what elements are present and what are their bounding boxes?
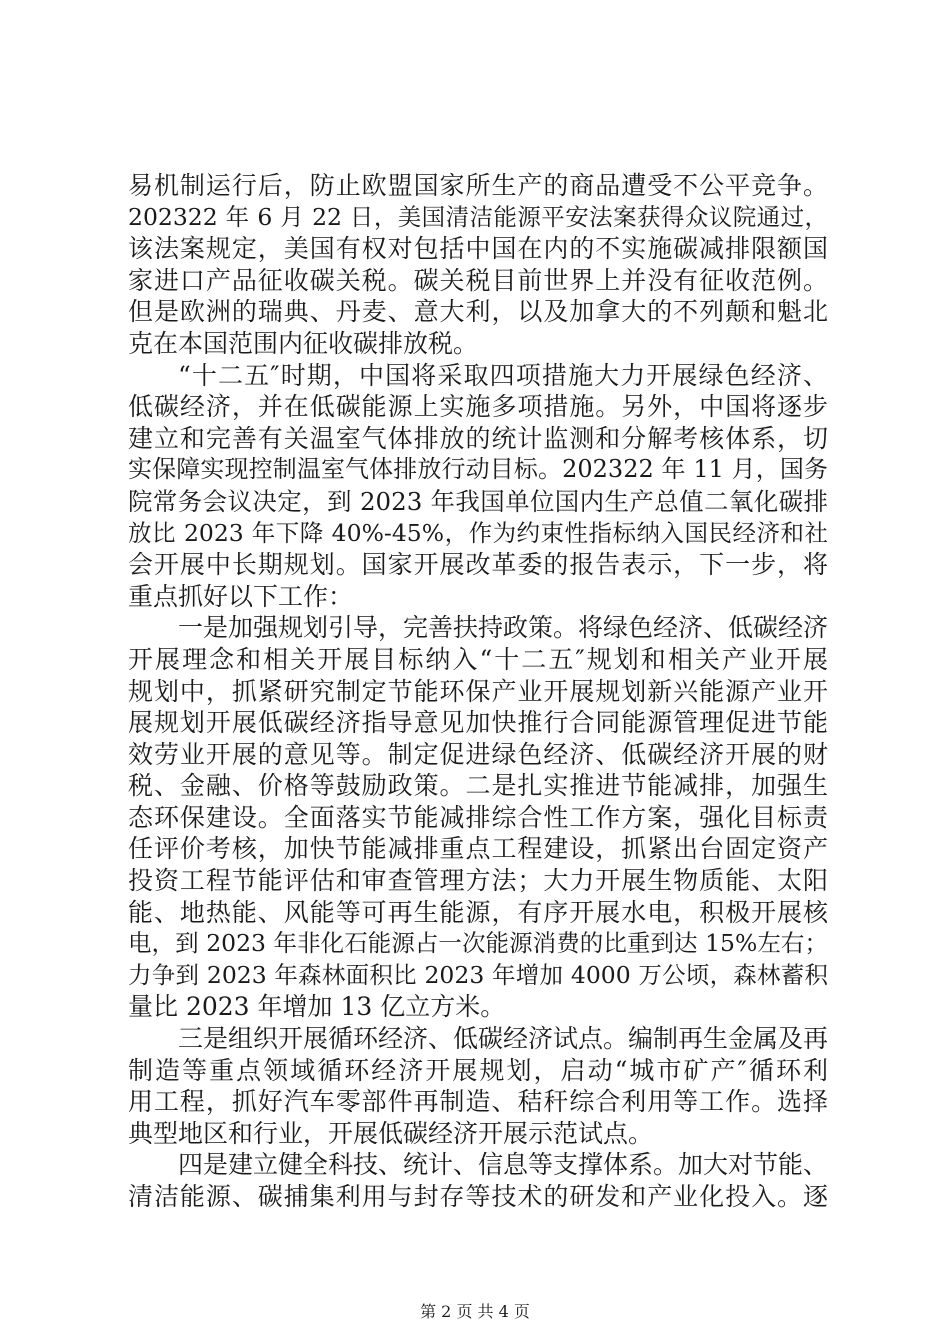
text-line: 但是欧洲的瑞典、丹麦、意大利，以及加拿大的不列颠和魁北 [128,297,828,327]
text-line: 开展理念和相关开展目标纳入“十二五″规划和相关产业开展 [128,644,828,674]
text-line: 一是加强规划引导，完善扶持政策。将绿色经济、低碳经济 [178,613,829,643]
text-line: 态环保建设。全面落实节能减排综合性工作方案，强化目标责 [128,802,828,832]
page-footer: 第 2 页 共 4 页 [420,1302,530,1321]
body-text [128,170,828,1213]
text-line: 效劳业开展的意见等。制定促进绿色经济、低碳经济开展的财 [128,739,828,769]
text-line: 投资工程节能评估和审查管理方法；大力开展生物质能、太阳 [128,866,828,896]
text-line: 制造等重点领域循环经济开展规划，启动“城市矿产″循环利 [128,1055,828,1085]
text-line: 典型地区和行业，开展低碳经济开展示范试点。 [128,1118,654,1148]
text-line: 202322 年 6 月 22 日，美国清洁能源平安法案获得众议院通过， [128,202,828,231]
text-line: 院常务会议决定，到 2023 年我国单位国内生产总值二氧化碳排 [128,486,828,516]
text-line: 低碳经济，并在低碳能源上实施多项措施。另外，中国将逐步 [128,392,828,422]
text-line: “十二五″时期，中国将采取四项措施大力开展绿色经济、 [178,360,828,390]
text-line: 四是建立健全科技、统计、信息等支撑体系。加大对节能、 [178,1150,829,1180]
text-line: 能、地热能、风能等可再生能源，有序开展水电，积极开展核 [128,897,828,927]
text-line: 实保障实现控制温室气体排放行动目标。202322 年 11 月，国务 [128,455,828,484]
text-line: 清洁能源、碳捕集利用与封存等技术的研发和产业化投入。逐 [128,1182,828,1211]
text-line: 放比 2023 年下降 40%-45%，作为约束性指标纳入国民经济和社 [128,518,828,547]
text-line: 任评价考核，加快节能减排重点工程建设，抓紧出台固定资产 [128,834,828,864]
text-line: 建立和完善有关温室气体排放的统计监测和分解考核体系，切 [128,423,828,453]
text-line: 该法案规定，美国有权对包括中国在内的不实施碳减排限额国 [128,234,828,264]
text-line: 量比 2023 年增加 13 亿立方米。 [128,992,506,1022]
text-line: 展规划开展低碳经济指导意见加快推行合同能源管理促进节能 [128,708,828,738]
text-line: 易机制运行后，防止欧盟国家所生产的商品遭受不公平竞争。 [128,171,828,200]
text-line: 会开展中长期规划。国家开展改革委的报告表示，下一步，将 [128,550,828,580]
text-line: 电，到 2023 年非化石能源占一次能源消费的比重到达 15%左右； [128,929,828,958]
text-line: 三是组织开展循环经济、低碳经济试点。编制再生金属及再 [178,1024,829,1054]
text-line: 克在本国范围内征收碳排放税。 [128,328,479,358]
text-line: 用工程，抓好汽车零部件再制造、秸秆综合利用等工作。选择 [128,1087,828,1117]
text-line: 规划中，抓紧研究制定节能环保产业开展规划新兴能源产业开 [128,676,828,706]
text-line: 力争到 2023 年森林面积比 2023 年增加 4000 万公顷，森林蓄积 [128,960,828,989]
text-line: 税、金融、价格等鼓励政策。二是扎实推进节能减排，加强生 [128,771,828,801]
text-line: 重点抓好以下工作： [128,581,354,611]
text-line: 家进口产品征收碳关税。碳关税目前世界上并没有征收范例。 [128,265,828,295]
